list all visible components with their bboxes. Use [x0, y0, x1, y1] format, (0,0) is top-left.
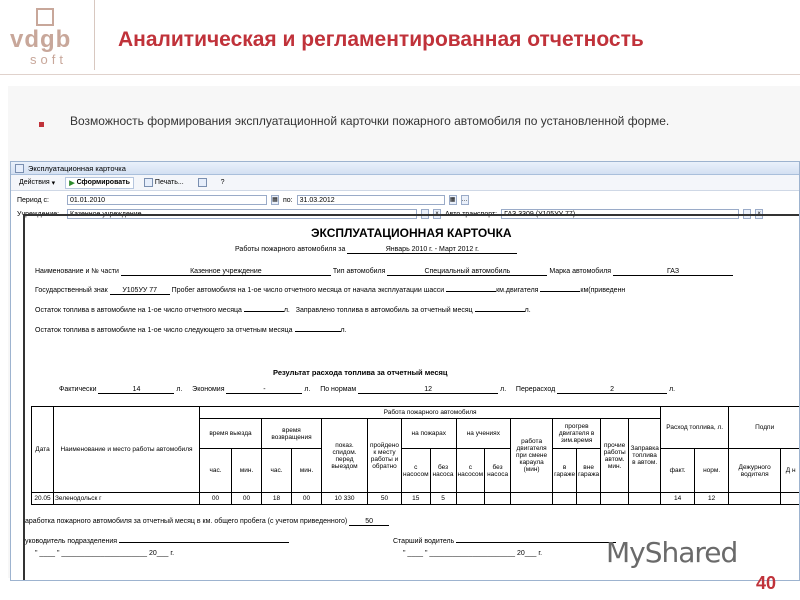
result-title: Результат расхода топлива за отчетный месяц [273, 368, 448, 377]
works-label: Работы пожарного автомобиля за [235, 246, 346, 253]
actions-label: Действия [19, 179, 50, 186]
actions-menu[interactable]: Действия ▾ [19, 179, 56, 187]
card-document [23, 214, 800, 581]
liters-label: л. [669, 386, 676, 393]
liters-label: л. [304, 386, 311, 393]
cell-duty [729, 493, 781, 505]
senior-row [393, 538, 616, 545]
period-to-label: по: [283, 196, 293, 204]
transport-clear-button[interactable]: × [755, 209, 763, 219]
work-table [31, 406, 800, 505]
head-label: уководитель подразделения [25, 538, 118, 545]
printer-icon [144, 178, 153, 187]
works-row [235, 246, 517, 254]
col-return: время возвращения [262, 419, 322, 449]
col-passed: пройдено к месту работы и обратно [368, 419, 402, 493]
cell-engine [511, 493, 553, 505]
col-engine: работа двигателя при смене караула (мин) [511, 419, 553, 493]
cell-fires-nopump: 5 [430, 493, 456, 505]
cell-fact: 14 [661, 493, 695, 505]
col-dep-hour: час. [200, 449, 232, 493]
cell-other [601, 493, 629, 505]
mileage-reduced-value [540, 291, 580, 292]
fuel-start-row [35, 307, 531, 314]
name-value: Казенное учреждение [121, 268, 331, 276]
watermark: MyShared [606, 536, 738, 569]
table-row [32, 493, 800, 505]
works-period: Январь 2010 г. - Март 2012 г. [347, 246, 517, 254]
liters-label: л. [176, 386, 183, 393]
liters-label: л. [524, 307, 531, 314]
window-titlebar [11, 162, 799, 175]
sign-row [35, 287, 625, 295]
period-from-input[interactable]: 01.01.2010 [67, 195, 267, 205]
header-rule [0, 74, 800, 75]
slide-title: Аналитическая и регламентированная отчетность [118, 28, 644, 51]
actual-label: Фактически [59, 386, 97, 393]
logo-main-text: vdgb [10, 26, 72, 53]
document-icon [15, 164, 24, 173]
cell-speedo: 10 330 [322, 493, 368, 505]
transport-input[interactable]: ГАЗ 3309 (У105УУ 77) [501, 209, 739, 219]
cell-refuel [629, 493, 661, 505]
type-label: Тип автомобиля [332, 268, 386, 275]
name-label: Наименование и № части [35, 268, 119, 275]
col-drills-pump: с насосом [456, 449, 485, 493]
cell-norm: 12 [695, 493, 729, 505]
work-summary-value: 50 [349, 518, 389, 526]
print-button[interactable] [140, 176, 188, 189]
logo-grid-icon [36, 8, 54, 26]
work-summary-row [25, 518, 389, 526]
col-outgarage: вне гаража [577, 449, 601, 493]
window-toolbar [11, 175, 799, 191]
brand-value: ГАЗ [613, 268, 733, 276]
col-departure: время выезда [200, 419, 262, 449]
col-driver: Д н [781, 449, 800, 493]
col-fires-pump: с насосом [402, 449, 431, 493]
date-line-right: " ____ " ______________________ 20___ г. [403, 550, 543, 557]
page-number: 40 [756, 573, 777, 593]
fuel-next-value [295, 331, 341, 332]
name-row [35, 268, 733, 276]
liters-label: л. [500, 386, 507, 393]
col-other: прочие работы автом. мин. [601, 419, 629, 493]
cell-fires-pump: 15 [402, 493, 431, 505]
brand-label: Марка автомобиля [549, 268, 612, 275]
logo-sub-text: soft [30, 52, 67, 67]
head-row [25, 538, 289, 545]
km-engine-label: км.двигателя [496, 287, 539, 294]
bullet-marker [39, 122, 44, 127]
col-norm: норм. [695, 449, 729, 493]
card-title: ЭКСПЛУАТАЦИОННАЯ КАРТОЧКА [311, 226, 512, 240]
col-duty: Дежурного водителя [729, 449, 781, 493]
cell-garage [553, 493, 577, 505]
generate-label: Сформировать [76, 179, 130, 186]
result-row [59, 386, 675, 394]
col-fires: на пожарах [402, 419, 457, 449]
economy-value: - [226, 386, 302, 394]
cell-name: Зеленодольск г [54, 493, 200, 505]
report-window [10, 161, 800, 581]
header-divider [94, 0, 95, 70]
fuel-next-row [35, 327, 347, 334]
sign-value: У105УУ 77 [110, 287, 170, 295]
col-fact: факт. [661, 449, 695, 493]
window-title: Эксплуатационная карточка [28, 163, 126, 173]
org-select-button[interactable]: … [422, 211, 428, 217]
play-icon: ▶ [69, 179, 75, 187]
cell-dep-hour: 00 [200, 493, 232, 505]
col-warmup: прогрев двигателя в зим.время [553, 419, 601, 449]
org-input[interactable]: Казенное учреждение [67, 209, 417, 219]
liters-label: л. [283, 307, 290, 314]
cell-outgarage [577, 493, 601, 505]
sign-label: Государственный знак [35, 287, 108, 294]
org-label: Учреждение: [17, 210, 60, 218]
senior-label: Старший водитель [393, 538, 455, 545]
mileage-label: Пробег автомобиля на 1-ое число отчетного месяца от начала эксплуатации шасси [171, 287, 445, 294]
norm-label: По нормам [320, 386, 357, 393]
col-consumption: Расход топлива, л. [661, 407, 729, 449]
calendar-icon[interactable]: ▦ [449, 197, 456, 203]
overuse-label: Перерасход [515, 386, 556, 393]
refuel-label: Заправлено топлива в автомобиль за отчетный месяц [295, 307, 473, 314]
help-label: ? [220, 179, 225, 186]
transport-label: Авто транспорт: [445, 210, 498, 218]
refuel-value [475, 311, 525, 312]
cell-driver [781, 493, 800, 505]
calendar-icon[interactable]: ▦ [272, 197, 278, 203]
norm-value: 12 [358, 386, 498, 394]
col-ret-hour: час. [262, 449, 292, 493]
date-line-left: " ____ " ______________________ 20___ г. [35, 550, 175, 557]
overuse-value: 2 [557, 386, 667, 394]
org-clear-button[interactable]: × [433, 209, 441, 219]
col-ret-min: мин. [292, 449, 322, 493]
bullet-text: Возможность формирования эксплуатационной карточки пожарного автомобиля по установленной форме. [70, 114, 670, 128]
cell-drills-pump [456, 493, 485, 505]
col-dep-min: мин. [232, 449, 262, 493]
period-to-input[interactable]: 31.03.2012 [297, 195, 445, 205]
period-label: Период с: [17, 196, 49, 204]
col-work: Работа пожарного автомобиля [200, 407, 661, 419]
mileage-engine-value [446, 291, 496, 292]
economy-label: Экономия [192, 386, 225, 393]
cell-ret-min: 00 [292, 493, 322, 505]
senior-signature-line [456, 542, 616, 543]
transport-select-button[interactable]: … [744, 211, 751, 217]
col-drills-nopump: без насоса [485, 449, 511, 493]
cell-drills-nopump [485, 493, 511, 505]
vdgb-logo [6, 8, 92, 68]
liters-label: л. [340, 327, 347, 334]
km-reduced-label: км(приведенн [580, 287, 626, 294]
help-button[interactable] [217, 177, 229, 188]
fuel-start-label: Остаток топлива в автомобиле на 1-ое число отчетного месяца [35, 307, 242, 314]
col-speedo: показ. спидом. перед выездом [322, 419, 368, 493]
print-label: Печать... [154, 179, 184, 186]
head-signature-line [119, 542, 289, 543]
col-drills: на учениях [456, 419, 511, 449]
settings-button[interactable] [194, 176, 211, 189]
col-date: Дата [32, 407, 54, 493]
cell-ret-hour: 18 [262, 493, 292, 505]
actual-value: 14 [98, 386, 174, 394]
col-garage: в гараже [553, 449, 577, 493]
cell-passed: 50 [368, 493, 402, 505]
cell-dep-min: 00 [232, 493, 262, 505]
settings-icon [198, 178, 207, 187]
type-value: Специальный автомобиль [387, 268, 547, 276]
work-summary-label: аработка пожарного автомобиля за отчетный месяц в км. общего пробега (с учетом приведенного) [25, 518, 348, 525]
generate-button[interactable] [65, 177, 134, 189]
col-name: Наименование и место работы автомобиля [54, 407, 200, 493]
col-refuel: Заправка топлива в автом. [629, 419, 661, 493]
fuel-next-label: Остаток топлива в автомобиле на 1-ое число следующего за отчетным месяца [35, 327, 293, 334]
fuel-start-value [244, 311, 284, 312]
cell-date: 20.05 [32, 493, 54, 505]
col-signature: Подпи [729, 407, 800, 449]
col-fires-nopump: без насоса [430, 449, 456, 493]
select-period-button[interactable]: … [461, 197, 468, 203]
